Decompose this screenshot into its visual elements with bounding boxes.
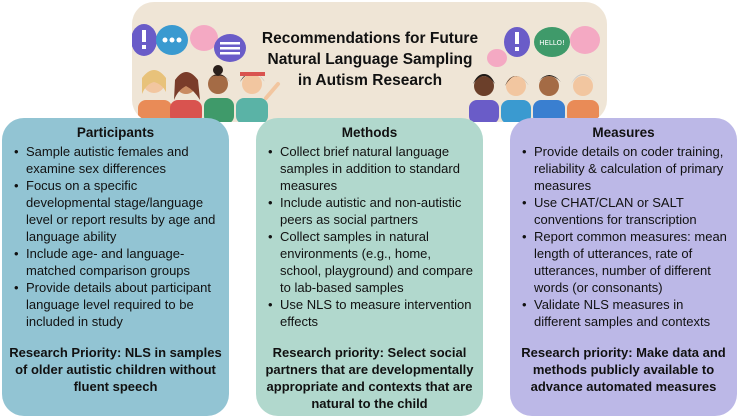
person-5: [469, 74, 499, 122]
list-item: • Validate NLS measures in different samples and contexts: [520, 296, 727, 330]
measures-list: [520, 143, 727, 330]
people-illustration-right: [467, 2, 607, 122]
chat-bubble-icon: [487, 49, 507, 67]
hello-bubble-icon: [534, 27, 570, 57]
ellipsis-bubble-icon: [156, 25, 188, 55]
person-2: [170, 72, 202, 122]
list-item: • Include autistic and non-autistic peers as social partners: [266, 194, 473, 228]
participants-list: [12, 143, 219, 330]
person-1: [138, 70, 172, 122]
methods-list: [266, 143, 473, 330]
person-8: [567, 74, 599, 122]
list-item: • Provide details on coder training, reliability & calculation of primary measures: [520, 143, 727, 194]
hello-bubble-text: HELLO!: [539, 39, 565, 47]
methods-heading: Methods: [341, 125, 398, 140]
participants-heading: Participants: [76, 125, 155, 140]
methods-panel: [256, 118, 483, 416]
list-item: • Use NLS to measure intervention effects: [266, 296, 473, 330]
page-title: [254, 28, 486, 91]
list-item: • Include age- and language-matched comparison groups: [12, 245, 219, 279]
measures-heading: Measures: [592, 125, 655, 140]
list-item: • Provide details about participant language level required to be included in study: [12, 279, 219, 330]
heart-bubble-icon: [570, 26, 600, 54]
person-3: [204, 65, 234, 122]
methods-research-priority: Research priority: Select social partners that are developmentally appropriate and contexts that are natural to the child: [265, 345, 474, 411]
exclamation-bubble-icon: [132, 24, 157, 56]
participants-panel: [2, 118, 229, 416]
list-item: • Collect brief natural language samples in addition to standard measures: [266, 143, 473, 194]
lines-bubble-icon: [214, 34, 246, 62]
person-7: [533, 75, 565, 122]
list-item: • Use CHAT/CLAN or SALT conventions for transcription: [520, 194, 727, 228]
list-item: • Sample autistic females and examine sex differences: [12, 143, 219, 177]
list-item: • Focus on a specific developmental stage/language level or report results by age and language ability: [12, 177, 219, 245]
list-item: • Report common measures: mean length of utterances, rate of utterances, number of different words (or consonants): [520, 228, 727, 296]
participants-research-priority: Research Priority: NLS in samples of older autistic children without fluent speech: [9, 345, 222, 394]
title-line-3: in Autism Research: [297, 72, 443, 89]
list-item: • Collect samples in natural environments (e.g., home, school, playground) and compare to lab-based samples: [266, 228, 473, 296]
person-6: [501, 76, 531, 122]
title-line-1: Recommendations for Future: [261, 30, 479, 47]
exclamation-bubble-icon: [504, 27, 530, 57]
header-banner: [132, 2, 607, 122]
measures-panel: [510, 118, 737, 416]
title-line-2: Natural Language Sampling: [267, 51, 473, 68]
measures-research-priority: Research priority: Make data and methods publicly available to advance automated measures: [521, 345, 726, 394]
heart-bubble-icon: [190, 25, 218, 51]
